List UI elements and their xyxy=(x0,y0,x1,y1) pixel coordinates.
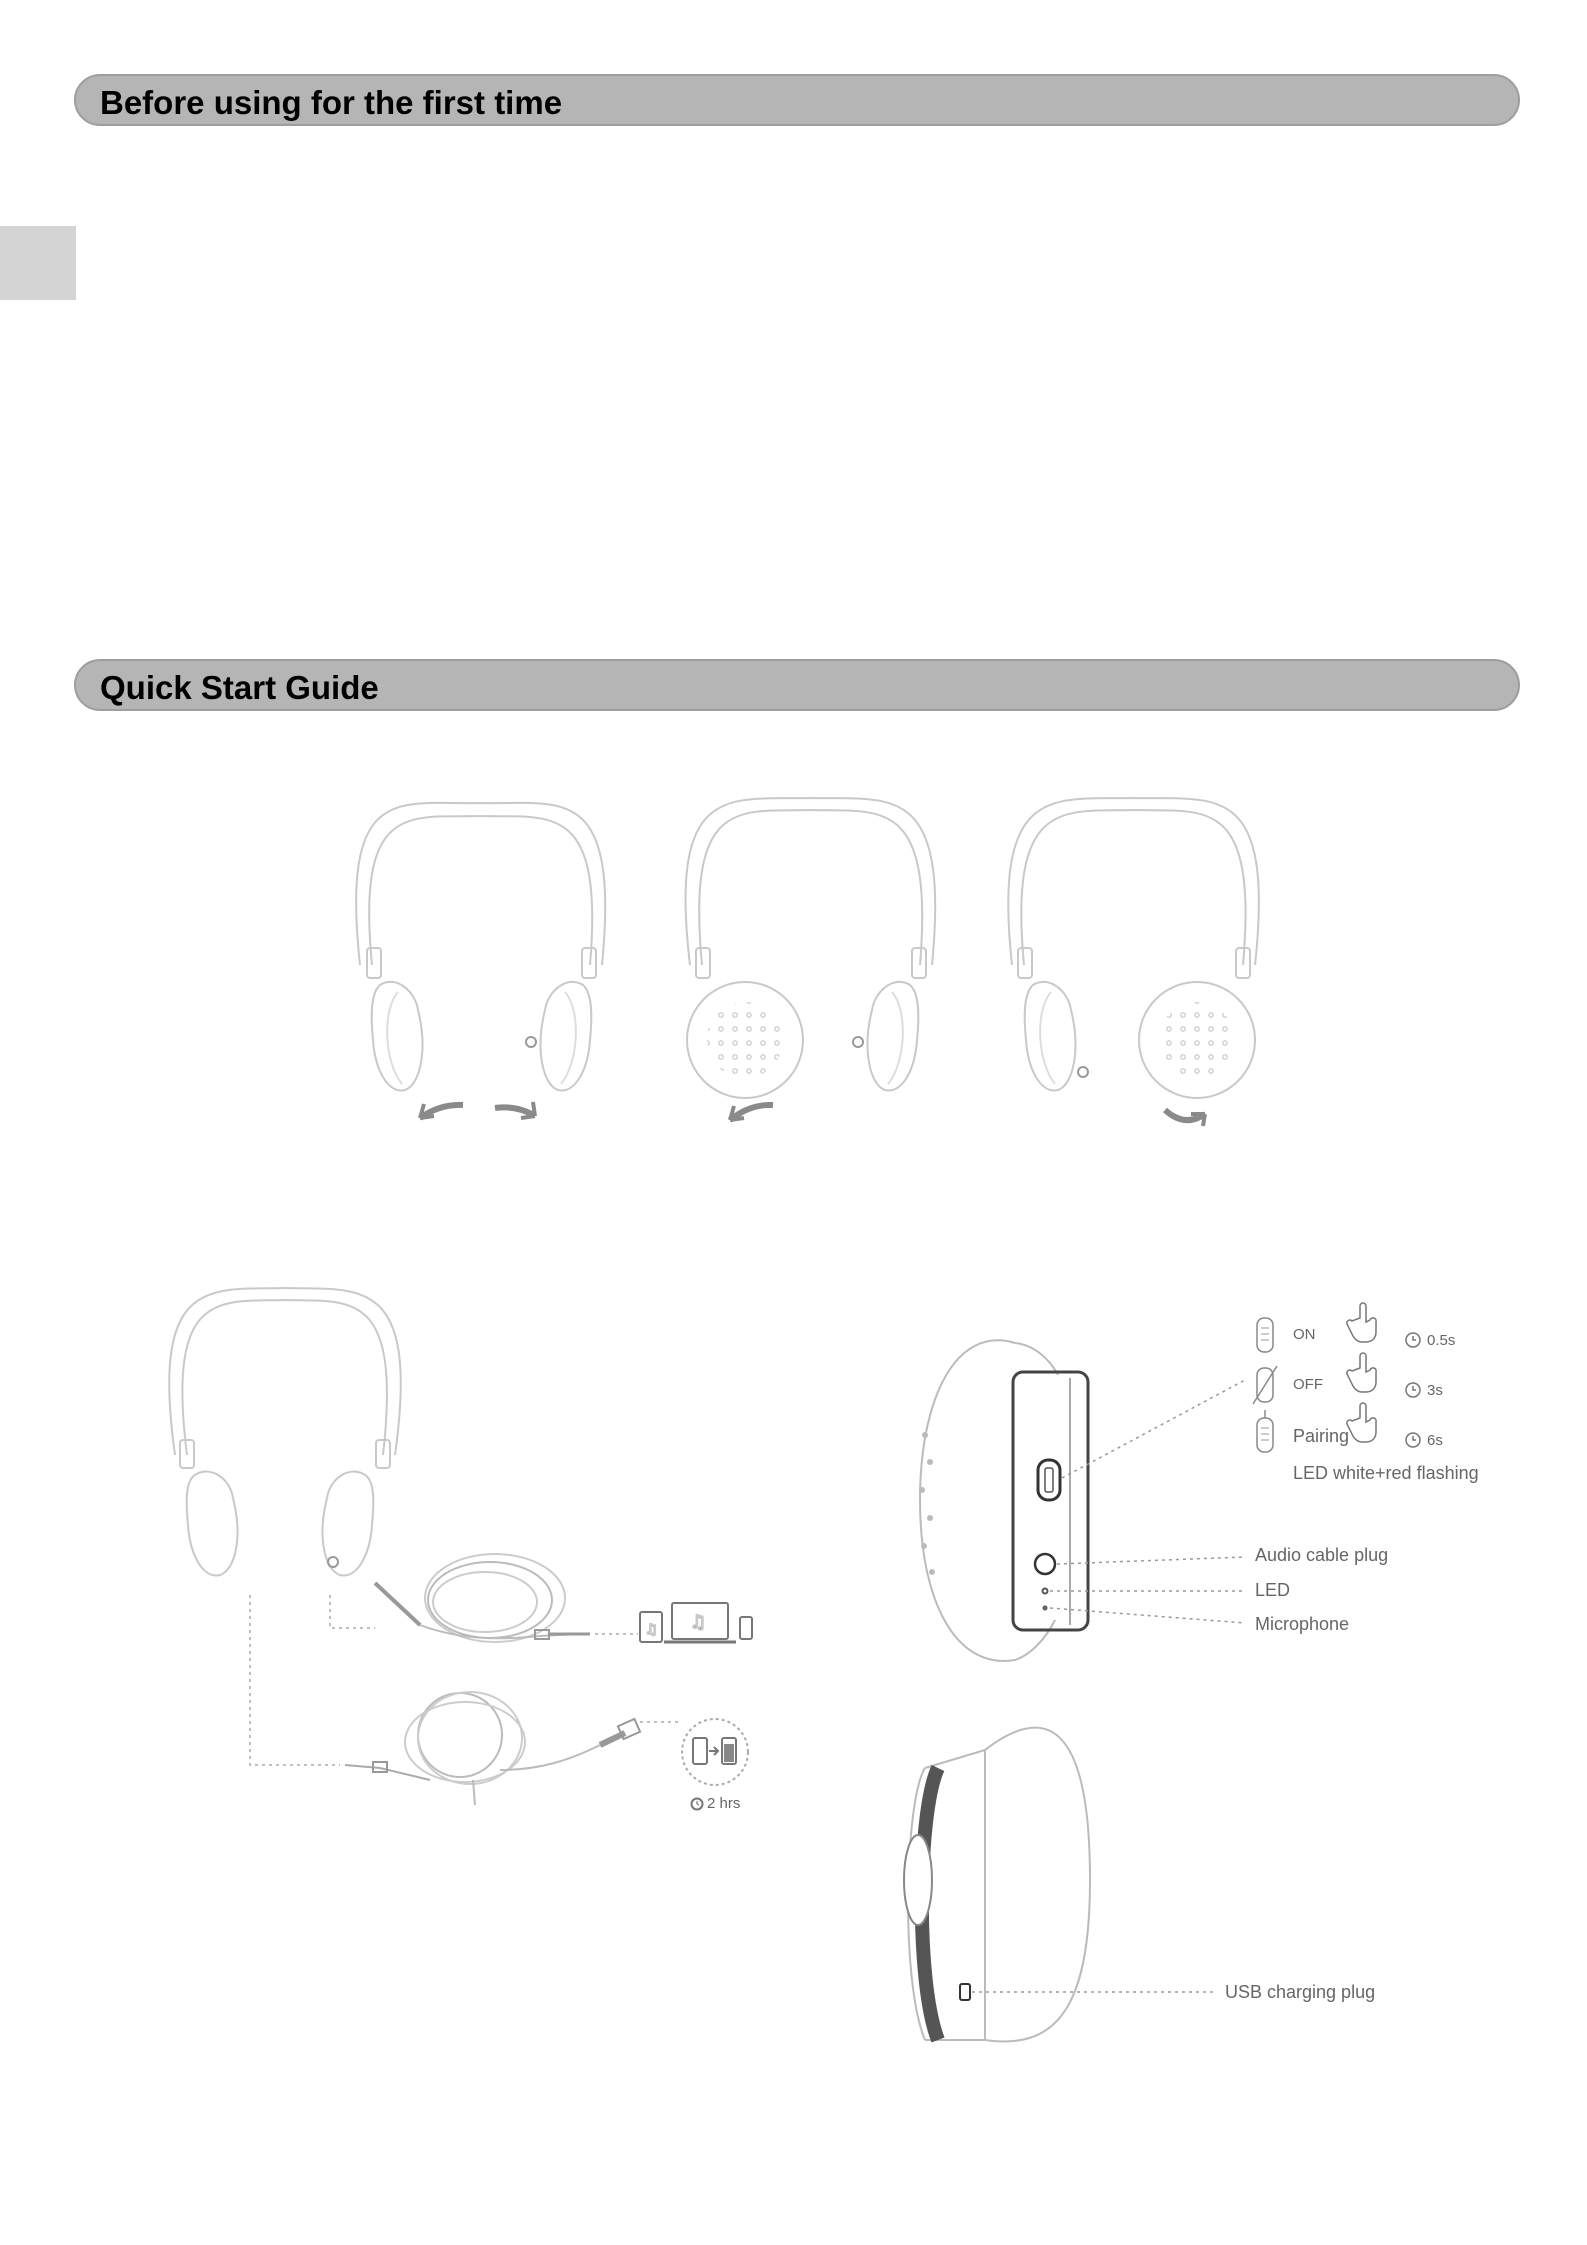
led-callout: LED xyxy=(1255,1580,1291,1600)
svg-text:♫: ♫ xyxy=(690,1612,707,1633)
headphones-right-cup-rotated-illustration xyxy=(1008,798,1259,1126)
section-title: Before using for the first time xyxy=(100,84,563,121)
section-title: Quick Start Guide xyxy=(100,669,379,706)
led-flashing-note: LED white+red flashing xyxy=(1293,1463,1479,1483)
earcup-usb-side-illustration xyxy=(904,1728,1215,2042)
headphones-folded-both-illustration xyxy=(356,803,605,1118)
switch-pairing-label: Pairing xyxy=(1293,1426,1350,1446)
svg-text:♫: ♫ xyxy=(645,1622,658,1638)
microphone-callout: Microphone xyxy=(1255,1614,1350,1634)
switch-off-label: OFF xyxy=(1293,1376,1323,1393)
switch-on-label: ON xyxy=(1293,1326,1316,1343)
usb-charging-plug-callout: USB charging plug xyxy=(1225,1982,1376,2002)
charging-time-label: 2 hrs xyxy=(707,1795,741,1812)
off-press-time: 3s xyxy=(1427,1382,1443,1399)
pairing-press-time: 6s xyxy=(1427,1432,1443,1449)
headphones-cable-connection-illustration xyxy=(169,1288,752,1810)
on-press-time: 0.5s xyxy=(1427,1332,1456,1349)
headphones-left-cup-rotated-illustration xyxy=(686,798,936,1120)
audio-cable-plug-callout: Audio cable plug xyxy=(1255,1545,1389,1565)
